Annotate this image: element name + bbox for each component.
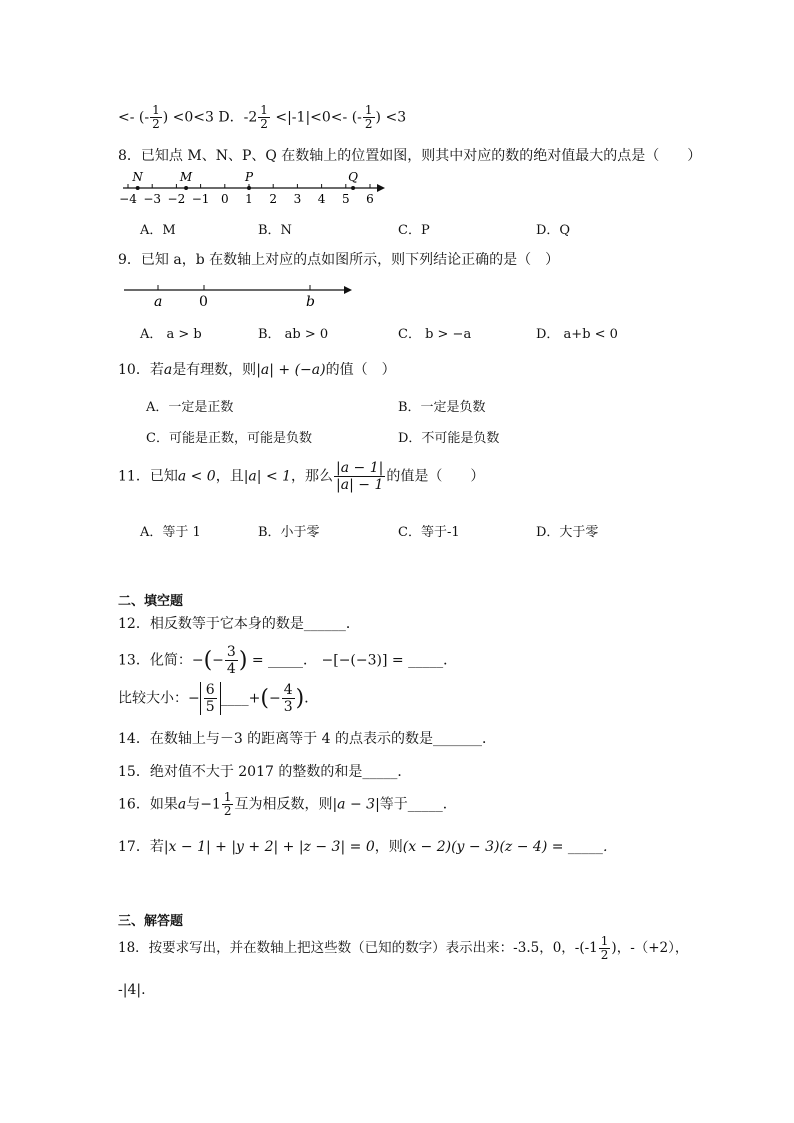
q16-frac — [222, 791, 234, 818]
q13: 13．化简：−(− $\frac{3}{4}$ ) = _____． −[−(−3)] = _____． — [118, 644, 458, 677]
q11-frac-n: |a − 1| — [336, 460, 384, 476]
q10-option-c: C．可能是正数，可能是负数 — [146, 431, 312, 446]
q11-cond1: a < 0 — [177, 468, 216, 485]
q14: 14．在数轴上与－3 的距离等于 4 的点表示的数是_______． — [118, 731, 496, 747]
q17 — [118, 836, 617, 856]
q8-tick-label: −2 — [167, 192, 186, 206]
q9-label-b: b — [306, 294, 315, 310]
q11-cond2: |a| < 1 — [243, 468, 292, 485]
q7-d-mid: <|-1|<0<- (- — [275, 109, 362, 126]
q18-b: )，-（+2）， — [611, 940, 689, 956]
q11-stem-c: ，那么 — [291, 468, 334, 485]
q10-stem — [118, 359, 396, 379]
q12: 12．相反数等于它本身的数是______． — [118, 616, 360, 632]
q13-frac-n: 3 — [226, 644, 236, 660]
q10-option-b: B．一定是负数 — [398, 400, 486, 415]
q13-eq2: = _____． — [391, 652, 458, 669]
q16-b: 与 — [186, 796, 201, 813]
q17-expr: |x − 1| + |y + 2| + |z − 3| = 0 — [163, 839, 375, 855]
q8-option-c: C．P — [398, 223, 430, 238]
q8-option-b: B．N — [258, 223, 292, 238]
q9-option-d: D． a+b < 0 — [536, 327, 618, 342]
q10-option-a: A．一定是正数 — [146, 400, 234, 415]
q11-frac — [334, 460, 385, 493]
q13b-paren-open: ( — [260, 686, 269, 711]
q17-a: 17．若 — [118, 839, 164, 855]
q18-frac — [599, 935, 611, 962]
q13-paren-close: ) — [238, 648, 248, 673]
q13-paren-open: ( — [203, 648, 213, 673]
q7-mid: ) <0<3 — [162, 109, 214, 126]
q7-d-end: ) <3 — [375, 109, 407, 126]
q13b-frac-d: 5 — [205, 699, 215, 715]
q8-tick-label: −3 — [143, 192, 162, 206]
q11-frac-d: |a| − 1 — [336, 477, 384, 493]
q8-tick-label: 3 — [293, 192, 302, 206]
q16-c: 互为相反数，则 — [234, 796, 333, 813]
q13b-abs — [200, 682, 221, 715]
q11-option-a: A．等于 1 — [140, 525, 201, 540]
q7-tail — [118, 104, 406, 131]
q7-d-frac2 — [363, 104, 375, 131]
q8-tick-label: −4 — [119, 192, 137, 206]
q10-var: a — [163, 362, 173, 378]
q16-frac-n: 1 — [223, 790, 232, 804]
q13b-label: 比较大小： — [118, 690, 188, 707]
q18-frac-d: 2 — [600, 948, 609, 962]
section-answer-heading: 三、解答题 — [118, 914, 184, 929]
q17-expr2: (x − 2)(y − 3)(z − 4) = _____． — [402, 839, 617, 855]
q11-option-c: C．等于-1 — [398, 525, 460, 540]
q16-whole: −1 — [200, 796, 221, 813]
q13b-frac2 — [282, 682, 295, 715]
q11-option-d: D．大于零 — [536, 525, 599, 540]
q13b-frac2-d: 3 — [283, 699, 293, 715]
q16 — [118, 791, 457, 818]
q8-option-d: D．Q — [536, 223, 571, 238]
q13-label: 13．化简： — [118, 652, 192, 669]
q10-expr: |a| + (−a) — [256, 362, 326, 378]
q7-d-frac2-n: 1 — [364, 103, 373, 117]
q7-option-d: D．-2 — [218, 109, 258, 126]
q8-point-label-n: N — [132, 170, 143, 184]
q15: 15．绝对值不大于 2017 的整数的和是_____． — [118, 764, 412, 780]
q8-point-label-p: P — [244, 170, 254, 184]
q8-tick-label: 0 — [220, 192, 229, 206]
q9-option-c: C． b > −a — [398, 327, 472, 342]
q8-tick-label: 5 — [341, 192, 350, 206]
section-fill-in-heading: 二、填空题 — [118, 594, 184, 609]
q11-stem — [118, 460, 484, 493]
q13-minus: − — [191, 652, 204, 669]
q8-tick-label: 2 — [269, 192, 278, 206]
q13b-end: ． — [304, 690, 319, 707]
q11-stem-d: 的值是（ ） — [386, 468, 485, 485]
q16-var: a — [177, 796, 187, 813]
q13-frac — [225, 644, 238, 677]
q18-line2: -|4|. — [118, 982, 146, 998]
q9-number-line — [122, 280, 354, 310]
q8-tick-label: 4 — [317, 192, 326, 206]
q13b-frac — [204, 682, 217, 715]
q8-stem: 8．已知点 M、N、P、Q 在数轴上的位置如图，则其中对应的数的绝对值最大的点是（ ） — [118, 148, 702, 164]
q8-tick-label: 1 — [245, 192, 253, 206]
q11-option-b: B．小于零 — [258, 525, 320, 540]
q8-point-n — [136, 186, 140, 190]
q9-label-a: a — [154, 294, 163, 310]
q13b-plus: + — [248, 690, 261, 707]
q7-frac — [150, 104, 162, 131]
q13-frac-d: 4 — [226, 661, 236, 677]
q11-stem-b: ，且 — [215, 468, 244, 485]
q8-point-m — [184, 186, 188, 190]
q13b-blank: ____ — [220, 690, 249, 707]
q16-a: 16．如果 — [118, 796, 178, 813]
q17-b: ，则 — [374, 839, 403, 855]
q10-stem-a: 10．若 — [118, 362, 164, 378]
q7-d-frac-d: 2 — [260, 117, 268, 131]
q9-label-0: 0 — [199, 294, 208, 310]
q7-d-frac-n: 1 — [260, 103, 268, 117]
q11-stem-a: 11．已知 — [118, 468, 178, 485]
q18-frac-n: 1 — [600, 934, 609, 948]
q7-d-frac — [258, 104, 270, 131]
q13b-paren-close: ) — [295, 686, 305, 711]
q9-stem: 9．已知 a，b 在数轴上对应的点如图所示，则下列结论正确的是（ ） — [118, 252, 560, 268]
q8-tick-label: −1 — [191, 192, 210, 206]
q16-abs: |a − 3| — [332, 796, 380, 813]
q9-option-a: A． a > b — [140, 327, 202, 342]
q8-point-label-q: Q — [348, 170, 358, 184]
q7-prefix: <- (- — [118, 109, 150, 126]
q8-point-label-m: M — [179, 170, 193, 184]
q8-option-a: A．M — [140, 223, 176, 238]
q10-stem-c: 的值（ ） — [325, 362, 396, 378]
q13b-frac2-n: 4 — [283, 682, 293, 698]
q8-point-q — [351, 186, 355, 190]
q9-option-b: B． ab > 0 — [258, 327, 329, 342]
q7-d-frac2-d: 2 — [364, 117, 373, 131]
q13-expr2: −[−(−3)] — [321, 652, 388, 669]
q13b-frac-n: 6 — [205, 682, 215, 698]
q18-line1 — [118, 935, 688, 962]
q10-stem-b: 是有理数，则 — [172, 362, 257, 378]
q7-frac-d: 2 — [152, 117, 160, 131]
q7-frac-n: 1 — [152, 103, 160, 117]
q8-point-p — [247, 186, 251, 190]
q8-tick-label: 6 — [366, 192, 374, 206]
q13b: 比较大小：− $\frac{6}{5}$ ____+(− $\frac{4}{3}$ )． — [118, 682, 319, 715]
q16-frac-d: 2 — [223, 804, 232, 818]
q13-eq1: = _____． — [251, 652, 318, 669]
q18-a: 18．按要求写出，并在数轴上把这些数（已知的数字）表示出来：-3.5，0，-(-1 — [118, 940, 598, 956]
q10-option-d: D．不可能是负数 — [398, 431, 500, 446]
q8-number-line — [115, 170, 385, 208]
q16-d: 等于_____． — [379, 796, 457, 813]
